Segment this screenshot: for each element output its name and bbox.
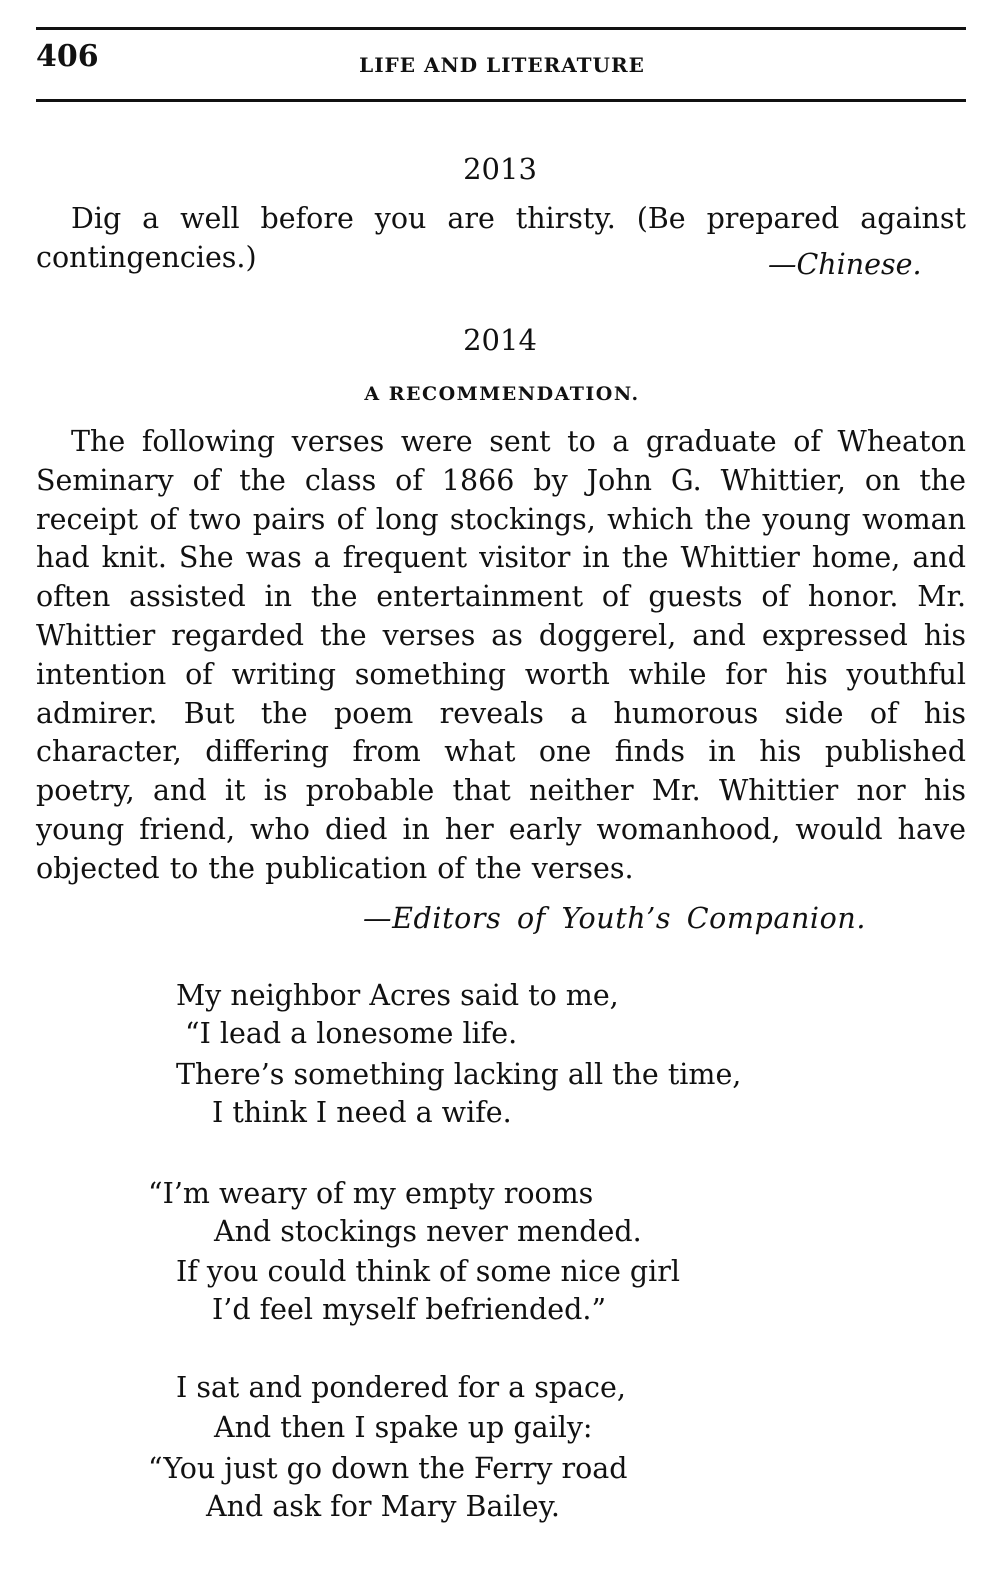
intro-body: The following verses were sent to a graduate of Wheaton Seminary of the class of 1866 by John G. Whittier, on the receipt of two pairs of long stockings, which the young woman had knit. She was a frequent visitor in the Whittier home, and often assisted in the entertainment of guests of honor. Mr. Whittier regarded the verses as doggerel, and expressed his intention of writing something worth while for his youthful admirer. But the poem reveals a humorous side of his character, differing from what one finds in his published poetry, and it is probable that neither Mr. Whittier nor his young friend, who died in her early womanhood, would have objected to the publication of the verses. [36, 425, 966, 885]
header-bottom-rule [36, 99, 966, 102]
header-top-rule [36, 27, 966, 30]
poem-line: “I lead a lonesome life. [185, 1017, 518, 1050]
entry-number-2013: 2013 [463, 152, 537, 186]
entry-number-2014: 2014 [463, 323, 537, 357]
page-number: 406 [36, 39, 99, 74]
poem-line: And stockings never mended. [214, 1215, 642, 1248]
poem-line: I think I need a wife. [212, 1096, 512, 1129]
poem-line: I sat and pondered for a space, [176, 1371, 626, 1404]
section-title: A RECOMMENDATION. [364, 383, 640, 405]
poem-line: There’s something lacking all the time, [176, 1058, 742, 1091]
proverb-body: Dig a well before you are thirsty. (Be prepared against contingencies.) [36, 202, 966, 274]
running-title: LIFE AND LITERATURE [359, 53, 645, 77]
poem-line: My neighbor Acres said to me, [176, 979, 619, 1012]
intro-attribution: —Editors of Youth’s Companion. [363, 902, 867, 935]
poem-line: If you could think of some nice girl [176, 1255, 680, 1288]
poem-line: And ask for Mary Bailey. [206, 1490, 560, 1523]
poem-line: I’d feel myself befriended.” [212, 1293, 607, 1326]
poem-line: “You just go down the Ferry road [148, 1452, 628, 1485]
proverb-attribution: —Chinese. [768, 248, 922, 281]
poem-line: “I’m weary of my empty rooms [148, 1177, 594, 1210]
intro-paragraph [36, 423, 966, 889]
poem-line: And then I spake up gaily: [214, 1411, 593, 1444]
